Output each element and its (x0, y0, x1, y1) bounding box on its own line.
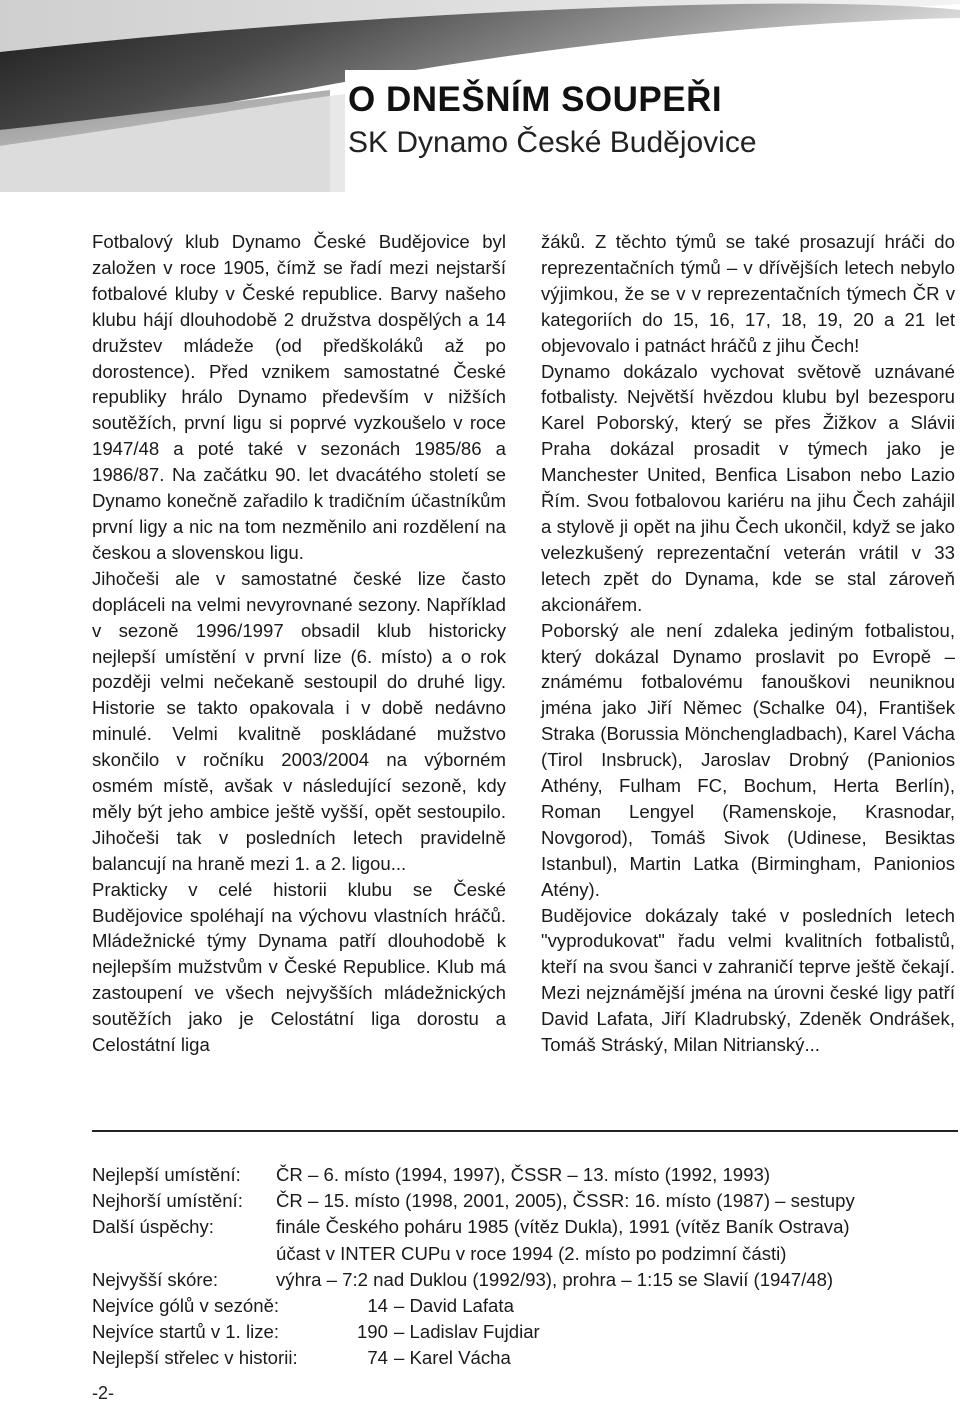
page-number: -2- (92, 1383, 114, 1403)
stat-player: – Ladislav Fujdiar (394, 1321, 540, 1343)
stat-value: finále Českého poháru 1985 (vítěz Dukla), 1991 (vítěz Baník Ostrava) (276, 1216, 850, 1238)
article-column-right (541, 229, 955, 1058)
stat-value: ČR – 15. místo (1998, 2001, 2005), ČSSR: 16. místo (1987) – sestupy (276, 1190, 855, 1212)
stat-value: ČR – 6. místo (1994, 1997), ČSSR – 13. místo (1992, 1993) (276, 1164, 771, 1185)
stat-label: Nejvyšší skóre: (92, 1268, 219, 1290)
stat-label: Další úspěchy: (92, 1216, 214, 1238)
article-paragraph: Dynamo dokázalo vychovat světově uznávané fotbalisty. Největší hvězdou klubu byl bezesporu Karel Poborský, který se přes Žižkov a Slávii Praha dokázal prosadit v týmech jako je Manchester United, Benfica Lisabon nebo Lazio Řím. Svou fotbalovou kariéru na jihu Čech zahájil a stylově ji opět na jihu Čech ukončil, když se jako velezkušený reprezentační veterán vrátil v 33 letech zpět do Dynama, kde se stal zároveň akcionářem. (541, 360, 955, 615)
stat-label: Nejhorší umístění: (92, 1190, 243, 1212)
article-paragraph: Budějovice dokázaly také v posledních letech "vyprodukovat" řadu velmi kvalitních fotbalistů, kteří na svou šanci v zahraničí teprve ještě čekají. Mezi nejznámější jména na úrovni české ligy patří David Lafata, Jiří Kladrubský, Zdeněk Ondrášek, Tomáš Stráský, Milan Nitrianský... (541, 904, 955, 1056)
article-column-left (92, 229, 506, 1058)
page-subtitle: SK Dynamo České Budějovice (348, 126, 757, 159)
stat-label: Nejlepší střelec v historii: (92, 1347, 298, 1369)
stat-label: Nejvíce gólů v sezóně: (92, 1294, 280, 1316)
stat-number: 190 (356, 1321, 388, 1343)
article-paragraph: žáků. Z těchto týmů se také prosazují hráči do reprezentačních týmů – v dřívějších letech nebylo výjimkou, že se v v reprezentačních týmech ČR v kategoriích do 15, 16, 17, 18, 19, 20 a 21 let objevovalo i patnáct hráčů z jihu Čech! (541, 231, 955, 356)
section-divider (92, 1130, 958, 1132)
stat-number: 14 (367, 1294, 388, 1316)
page-title: O DNEŠNÍM SOUPEŘI (348, 80, 723, 119)
stat-value: výhra – 7:2 nad Duklou (1992/93), prohra – 1:15 se Slavií (1947/48) (276, 1268, 834, 1290)
stat-number: 74 (367, 1347, 388, 1369)
article-paragraph: Poborský ale není zdaleka jediným fotbalistou, který dokázal Dynamo proslavit po Evropě – známému fotbalovému fanouškovi neuniknou jména jako Jiří Němec (Schalke 04), František Straka (Borussia Mönchengladbach), Karel Vácha (Tirol Insbruck), Jaroslav Drobný (Panionios Athény, Fulham FC, Bochum, Herta Berlín), Roman Lengyel (Ramenskoje, Krasnodar, Novgorod), Tomáš Sivok (Udinese, Besiktas Istanbul), Martin Latka (Birmingham, Panionios Atény). (541, 619, 955, 900)
stat-player: – David Lafata (394, 1294, 514, 1316)
stat-label: Nejvíce startů v 1. lize: (92, 1321, 280, 1343)
stat-value: účast v INTER CUPu v roce 1994 (2. místo po podzimní části) (276, 1242, 787, 1264)
article-paragraph: Prakticky v celé historii klubu se České Budějovice spoléhají na výchovu vlastních hráčů. Mládežnické týmy Dynama patří dlouhodobě k nejlepším mužstvům v České Republice. Klub má zastoupení ve všech nejvyšších mládežnických soutěžích jako je Celostátní liga dorostu a Celostátní liga (92, 878, 506, 1056)
article-paragraph: Fotbalový klub Dynamo České Budějovice byl založen v roce 1905, čímž se řadí mezi nejstarší fotbalové kluby v České republice. Barvy našeho klubu hájí dlouhodobě 2 družstva dospělých a 14 družstev mládeže (od předškoláků až po dorostence). Před vznikem samostatné České republiky hrálo Dynamo především v nižších soutěžích, první ligu si poprvé vyzkoušelo v roce 1947/48 a poté také v sezonách 1985/86 a 1986/87. Na začátku 90. let dvacátého století se Dynamo konečně zařadilo k tradičním účastníkům první ligy a nic na tom nezměnilo ani rozdělení na českou a slovenskou ligu. (92, 231, 506, 563)
stat-player: – Karel Vácha (394, 1347, 511, 1369)
stat-label: Nejlepší umístění: (92, 1164, 241, 1185)
article-paragraph: Jihočeši ale v samostatné české lize často dopláceli na velmi nevyrovnané sezony. Například v sezoně 1996/1997 obsadil klub historicky nejlepší umístění v první lize (6. místo) a o rok později velmi nečekaně sestoupil do druhé ligy. Historie se takto opakovala i v době nedávno minulé. Velmi kvalitně poskládané mužstvo skončilo v ročníku 2003/2004 na výborném osmém místě, avšak v následující sezoně, kdy měly být jeho ambice ještě vyšší, opět sestoupilo. Jihočeši tak v posledních letech pravidelně balancují na hraně mezi 1. a 2. ligou... (92, 567, 506, 874)
